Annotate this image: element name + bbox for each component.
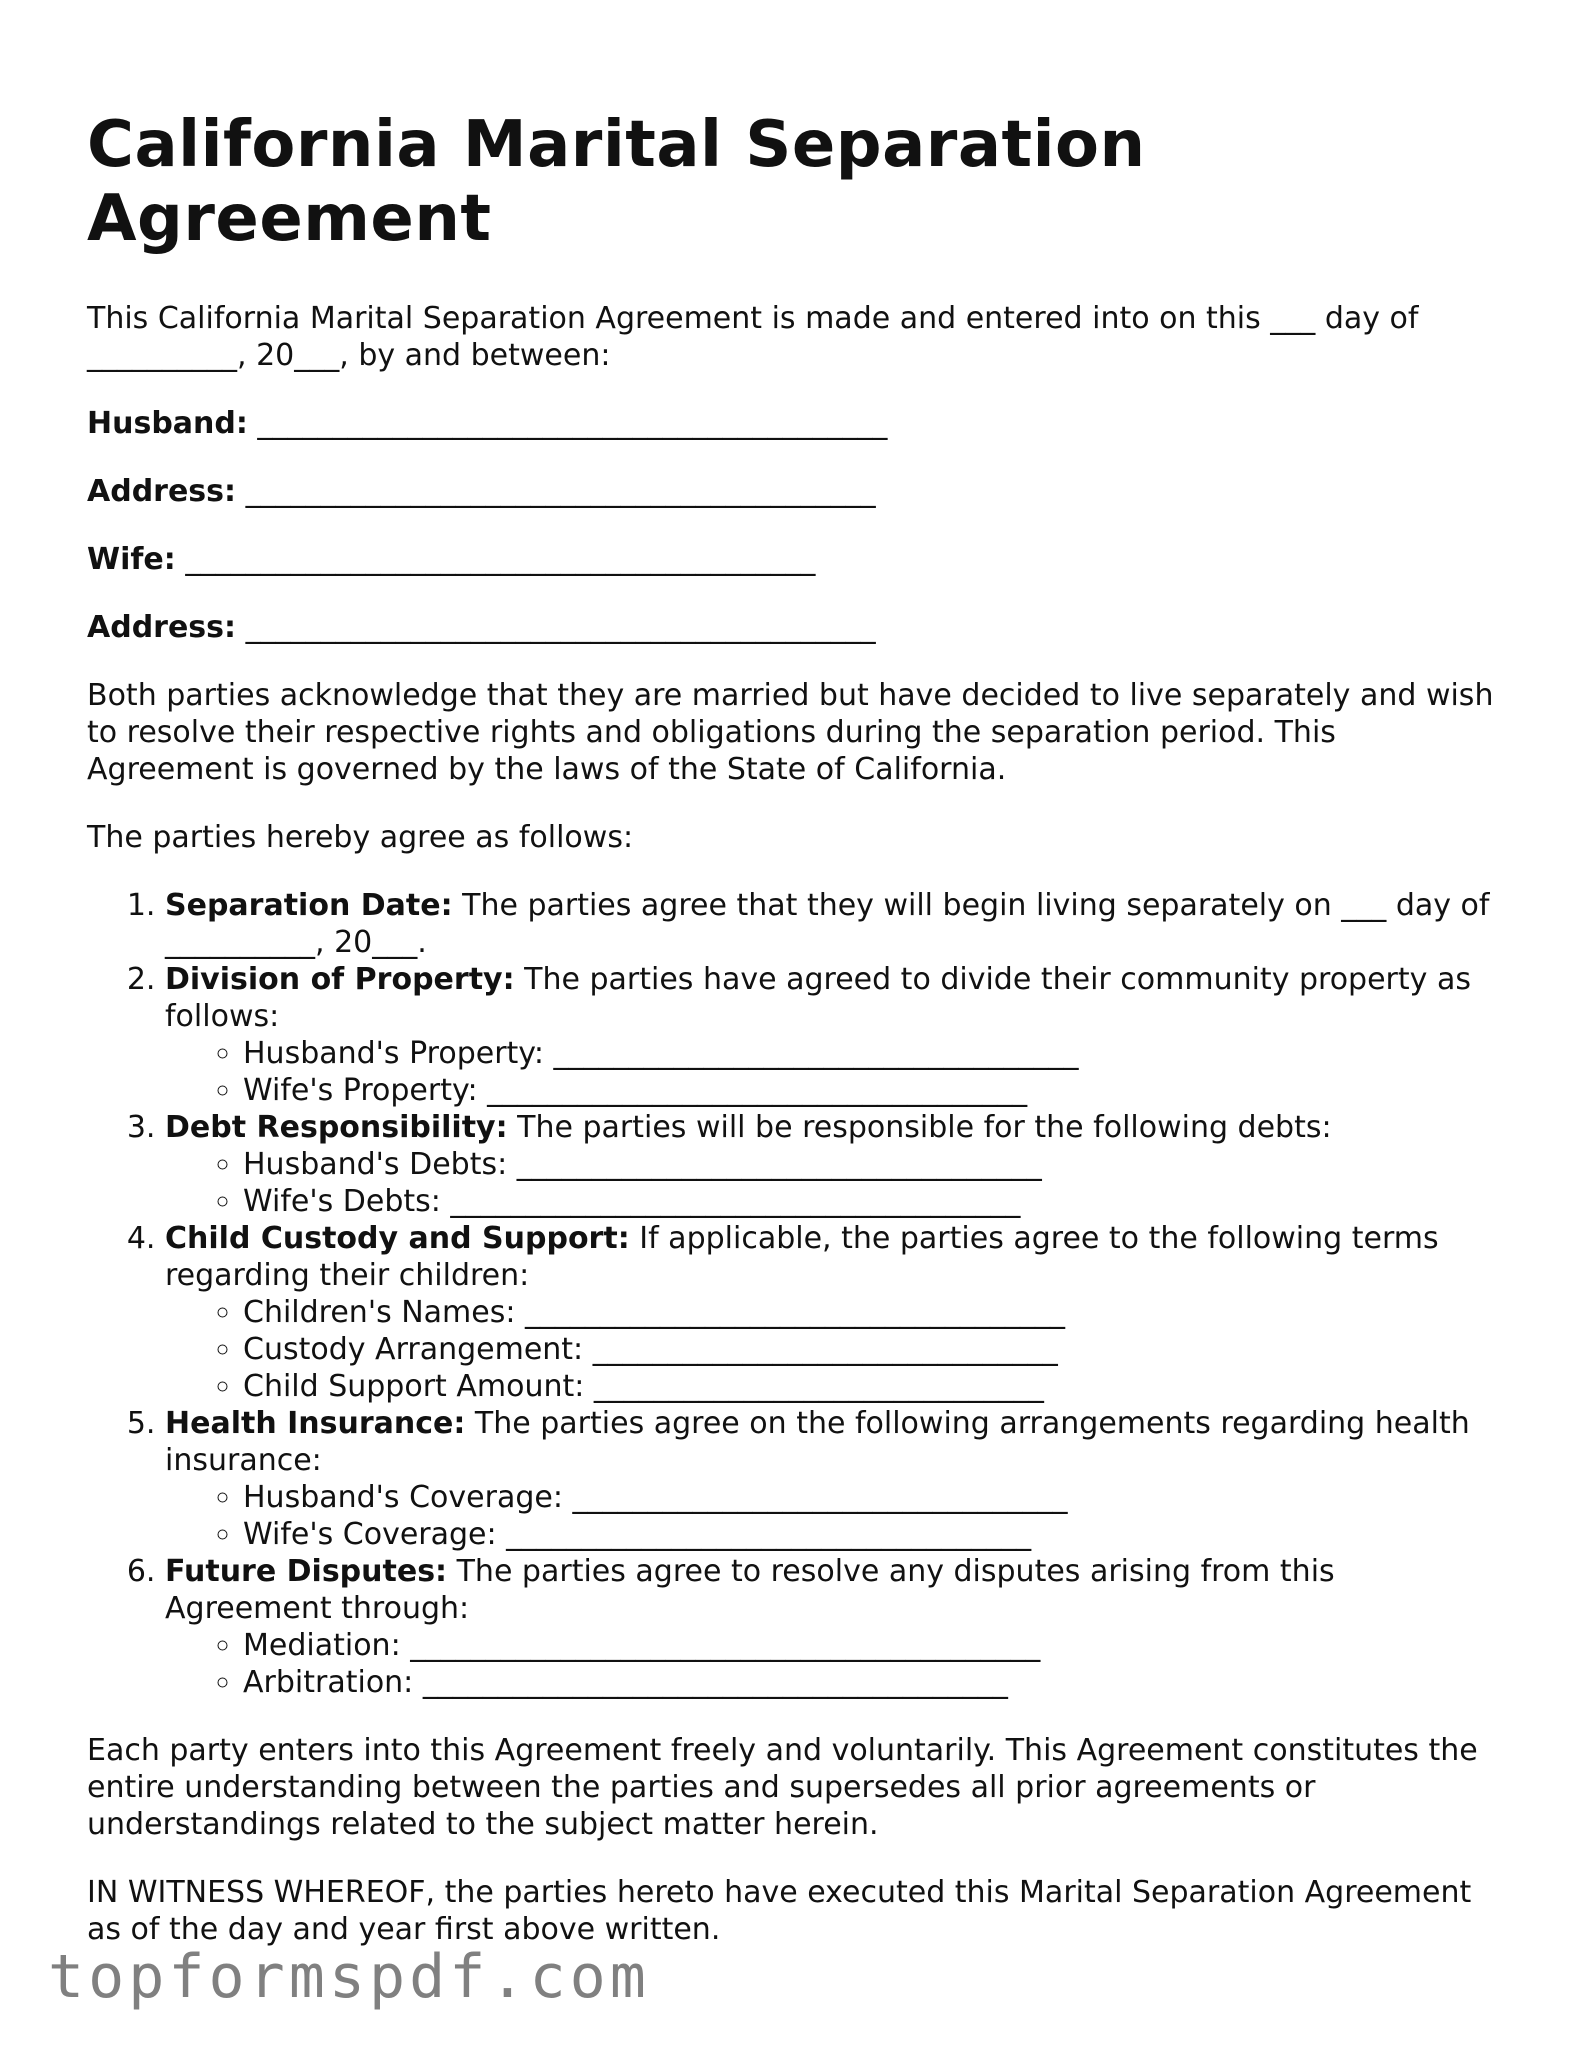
- list-item: ◦ Custody Arrangement: _______________________________: [243, 1331, 1507, 1368]
- term-text: The parties agree on the following arrangements regarding health insurance:: [165, 1406, 1470, 1478]
- list-item: ◦ Wife's Property: ____________________________________: [243, 1072, 1507, 1109]
- entire-agreement-paragraph: Each party enters into this Agreement freely and voluntarily. This Agreement constitutes the entire understanding between the parties and supersedes all prior agreements or understandings related to the subject matter herein.: [87, 1733, 1478, 1842]
- party-blank: __________________________________________: [245, 610, 876, 645]
- party-field-husband-address: [87, 473, 1507, 510]
- party-label: Address:: [87, 610, 237, 645]
- term-division-of-property: [165, 961, 1507, 1109]
- term-health-insurance: [165, 1405, 1507, 1553]
- terms-list: [87, 887, 1507, 1701]
- term-subitems: [165, 1146, 1507, 1220]
- acknowledgment-paragraph: Both parties acknowledge that they are married but have decided to live separately and wish to resolve their respective rights and obligations during the separation period. This Agreement is governed by the laws of the State of California.: [87, 678, 1494, 787]
- term-heading: Division of Property:: [165, 962, 515, 997]
- party-label: Address:: [87, 474, 237, 509]
- term-debt-responsibility: [165, 1109, 1507, 1220]
- list-item: ◦ Arbitration: _______________________________________: [243, 1664, 1507, 1701]
- list-item: ◦ Wife's Coverage: ___________________________________: [243, 1516, 1507, 1553]
- party-blank: __________________________________________: [185, 542, 816, 577]
- list-item: ◦ Mediation: __________________________________________: [243, 1627, 1507, 1664]
- term-subitems: [165, 1479, 1507, 1553]
- term-text: The parties will be responsible for the following debts:: [507, 1110, 1332, 1145]
- term-separation-date: [165, 887, 1507, 961]
- term-future-disputes: [165, 1553, 1507, 1701]
- list-item: ◦ Husband's Coverage: _________________________________: [243, 1479, 1507, 1516]
- term-text: The parties agree that they will begin living separately on ___ day of __________, 20___.: [165, 888, 1490, 960]
- term-heading: Future Disputes:: [165, 1554, 448, 1589]
- term-subitems: [165, 1627, 1507, 1701]
- party-blank: __________________________________________: [245, 474, 876, 509]
- agree-intro: The parties hereby agree as follows:: [87, 820, 634, 855]
- document-title: California Marital Separation Agreement: [87, 108, 1146, 256]
- term-subitems: [165, 1035, 1507, 1109]
- term-heading: Health Insurance:: [165, 1406, 466, 1441]
- document-page: [87, 108, 1507, 1979]
- party-blank: __________________________________________: [257, 406, 888, 441]
- term-child-custody: [165, 1220, 1507, 1405]
- party-label: Husband:: [87, 406, 248, 441]
- term-heading: Child Custody and Support:: [165, 1221, 630, 1256]
- watermark-logo: topformspdf.com: [48, 1942, 650, 2012]
- list-item: ◦ Child Support Amount: ______________________________: [243, 1368, 1507, 1405]
- party-field-wife: [87, 541, 1507, 578]
- term-text: The parties have agreed to divide their community property as follows:: [165, 962, 1471, 1034]
- term-subitems: [165, 1294, 1507, 1405]
- party-label: Wife:: [87, 542, 176, 577]
- term-text: If applicable, the parties agree to the following terms regarding their children:: [165, 1221, 1439, 1293]
- list-item: ◦ Husband's Property: ___________________________________: [243, 1035, 1507, 1072]
- term-text: The parties agree to resolve any disputes arising from this Agreement through:: [165, 1554, 1335, 1626]
- party-field-wife-address: [87, 609, 1507, 646]
- party-field-husband: [87, 405, 1507, 442]
- list-item: ◦ Children's Names: ____________________________________: [243, 1294, 1507, 1331]
- list-item: ◦ Husband's Debts: ___________________________________: [243, 1146, 1507, 1183]
- term-heading: Debt Responsibility:: [165, 1110, 508, 1145]
- witness-paragraph: IN WITNESS WHEREOF, the parties hereto have executed this Marital Separation Agreement as of the day and year first above written.: [87, 1875, 1472, 1947]
- list-item: ◦ Wife's Debts: ______________________________________: [243, 1183, 1507, 1220]
- term-heading: Separation Date:: [165, 888, 453, 923]
- intro-paragraph: This California Marital Separation Agreement is made and entered into on this ___ day of __________, 20___, by and between:: [87, 301, 1419, 373]
